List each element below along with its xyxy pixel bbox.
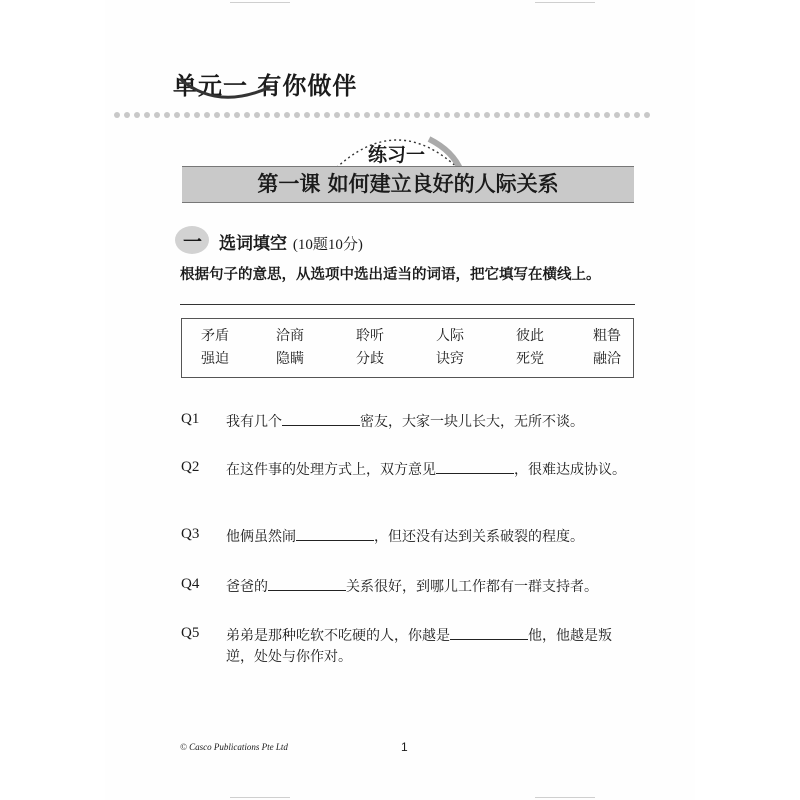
- divider-dot: [524, 112, 530, 118]
- divider-dot: [474, 112, 480, 118]
- divider-dot: [224, 112, 230, 118]
- question-text: [226, 526, 636, 548]
- divider-dot: [354, 112, 360, 118]
- divider-dot: [384, 112, 390, 118]
- section-title: [219, 229, 363, 254]
- word-bank-item: 洽商: [276, 328, 304, 344]
- section-title-text: 选词填空: [219, 234, 287, 254]
- divider-dot: [284, 112, 290, 118]
- question-text-before: 弟弟是那种吃软不吃硬的人，你越是: [226, 628, 450, 644]
- dotted-divider: [113, 110, 693, 120]
- instruction-rule: [180, 304, 635, 305]
- divider-dot: [374, 112, 380, 118]
- divider-dot: [164, 112, 170, 118]
- divider-dot: [184, 112, 190, 118]
- divider-dot: [124, 112, 130, 118]
- divider-dot: [604, 112, 610, 118]
- word-bank-item: 融洽: [593, 351, 621, 367]
- divider-dot: [514, 112, 520, 118]
- word-bank-item: 彼此: [516, 328, 544, 344]
- word-bank-item: 强迫: [201, 351, 229, 367]
- question-number: Q2: [181, 459, 200, 475]
- divider-dot: [204, 112, 210, 118]
- question-text-before: 在这件事的处理方式上，双方意见: [226, 462, 436, 478]
- word-bank-item: 聆听: [356, 328, 384, 344]
- divider-dot: [504, 112, 510, 118]
- divider-dot: [234, 112, 240, 118]
- word-bank-item: 分歧: [356, 351, 384, 367]
- divider-dot: [564, 112, 570, 118]
- divider-dot: [344, 112, 350, 118]
- word-bank-item: 隐瞒: [276, 351, 304, 367]
- copyright-text: © Casco Publications Pte Ltd: [180, 742, 288, 752]
- lesson-title: 第一课 如何建立良好的人际关系: [182, 166, 634, 203]
- question-text-after: 他，他越是叛逆，处处与你作对。: [226, 628, 612, 665]
- divider-dot: [434, 112, 440, 118]
- question-text-after: ，但还没有达到关系破裂的程度。: [374, 529, 584, 545]
- divider-dot: [394, 112, 400, 118]
- divider-dot: [214, 112, 220, 118]
- crop-mark: [535, 2, 595, 3]
- divider-dot: [414, 112, 420, 118]
- question-number: Q4: [181, 576, 200, 592]
- question-number: Q1: [181, 411, 200, 427]
- divider-dot: [614, 112, 620, 118]
- unit-title-underline-arc: [178, 73, 278, 103]
- question-text-after: 关系很好，到哪儿工作都有一群支持者。: [346, 579, 598, 595]
- divider-dot: [554, 112, 560, 118]
- divider-dot: [484, 112, 490, 118]
- divider-dot: [404, 112, 410, 118]
- divider-dot: [304, 112, 310, 118]
- divider-dot: [584, 112, 590, 118]
- word-bank-item: 矛盾: [201, 328, 229, 344]
- question-text-before: 爸爸的: [226, 579, 268, 595]
- divider-dot: [624, 112, 630, 118]
- question-text-before: 我有几个: [226, 414, 282, 430]
- question-text: [226, 459, 636, 481]
- instruction-text: 根据句子的意思，从选项中选出适当的词语，把它填写在横线上。: [180, 267, 601, 283]
- page-background: [105, 0, 695, 800]
- divider-dot: [494, 112, 500, 118]
- word-bank-item: 死党: [516, 351, 544, 367]
- divider-dot: [544, 112, 550, 118]
- divider-dot: [574, 112, 580, 118]
- divider-dot: [244, 112, 250, 118]
- divider-dot: [174, 112, 180, 118]
- divider-dot: [134, 112, 140, 118]
- answer-blank[interactable]: [268, 576, 346, 591]
- divider-dot: [144, 112, 150, 118]
- word-bank-item: 人际: [436, 328, 464, 344]
- word-bank-item: 诀窍: [436, 351, 464, 367]
- divider-dot: [264, 112, 270, 118]
- word-bank-box: [181, 318, 634, 378]
- divider-dot: [324, 112, 330, 118]
- answer-blank[interactable]: [436, 459, 514, 474]
- divider-dot: [294, 112, 300, 118]
- question-text: [226, 411, 636, 433]
- question-text-before: 他俩虽然闹: [226, 529, 296, 545]
- divider-dot: [594, 112, 600, 118]
- divider-dot: [334, 112, 340, 118]
- answer-blank[interactable]: [296, 526, 374, 541]
- divider-dot: [314, 112, 320, 118]
- divider-dot: [534, 112, 540, 118]
- crop-mark: [535, 797, 595, 798]
- question-text: [226, 576, 636, 598]
- crop-mark: [230, 797, 290, 798]
- divider-dot: [154, 112, 160, 118]
- question-number: Q3: [181, 526, 200, 542]
- answer-blank[interactable]: [450, 625, 528, 640]
- crop-mark: [230, 2, 290, 3]
- divider-dot: [274, 112, 280, 118]
- divider-dot: [364, 112, 370, 118]
- divider-dot: [454, 112, 460, 118]
- divider-dot: [444, 112, 450, 118]
- unit-title: 单元一 有你做伴: [173, 72, 358, 100]
- answer-blank[interactable]: [282, 411, 360, 426]
- question-text-after: 密友，大家一块儿长大，无所不谈。: [360, 414, 584, 430]
- question-text-after: ，很难达成协议。: [514, 462, 626, 478]
- question-text: [226, 625, 636, 668]
- exercise-label: 练习一: [368, 144, 426, 166]
- section-subtitle: (10题10分): [292, 237, 363, 253]
- divider-dot: [424, 112, 430, 118]
- divider-dot: [254, 112, 260, 118]
- section-number: 一: [183, 231, 203, 253]
- divider-dot: [634, 112, 640, 118]
- divider-dot: [464, 112, 470, 118]
- divider-dot: [644, 112, 650, 118]
- divider-dot: [194, 112, 200, 118]
- page-number: 1: [401, 740, 408, 754]
- divider-dot: [114, 112, 120, 118]
- word-bank-item: 粗鲁: [593, 328, 621, 344]
- question-number: Q5: [181, 625, 200, 641]
